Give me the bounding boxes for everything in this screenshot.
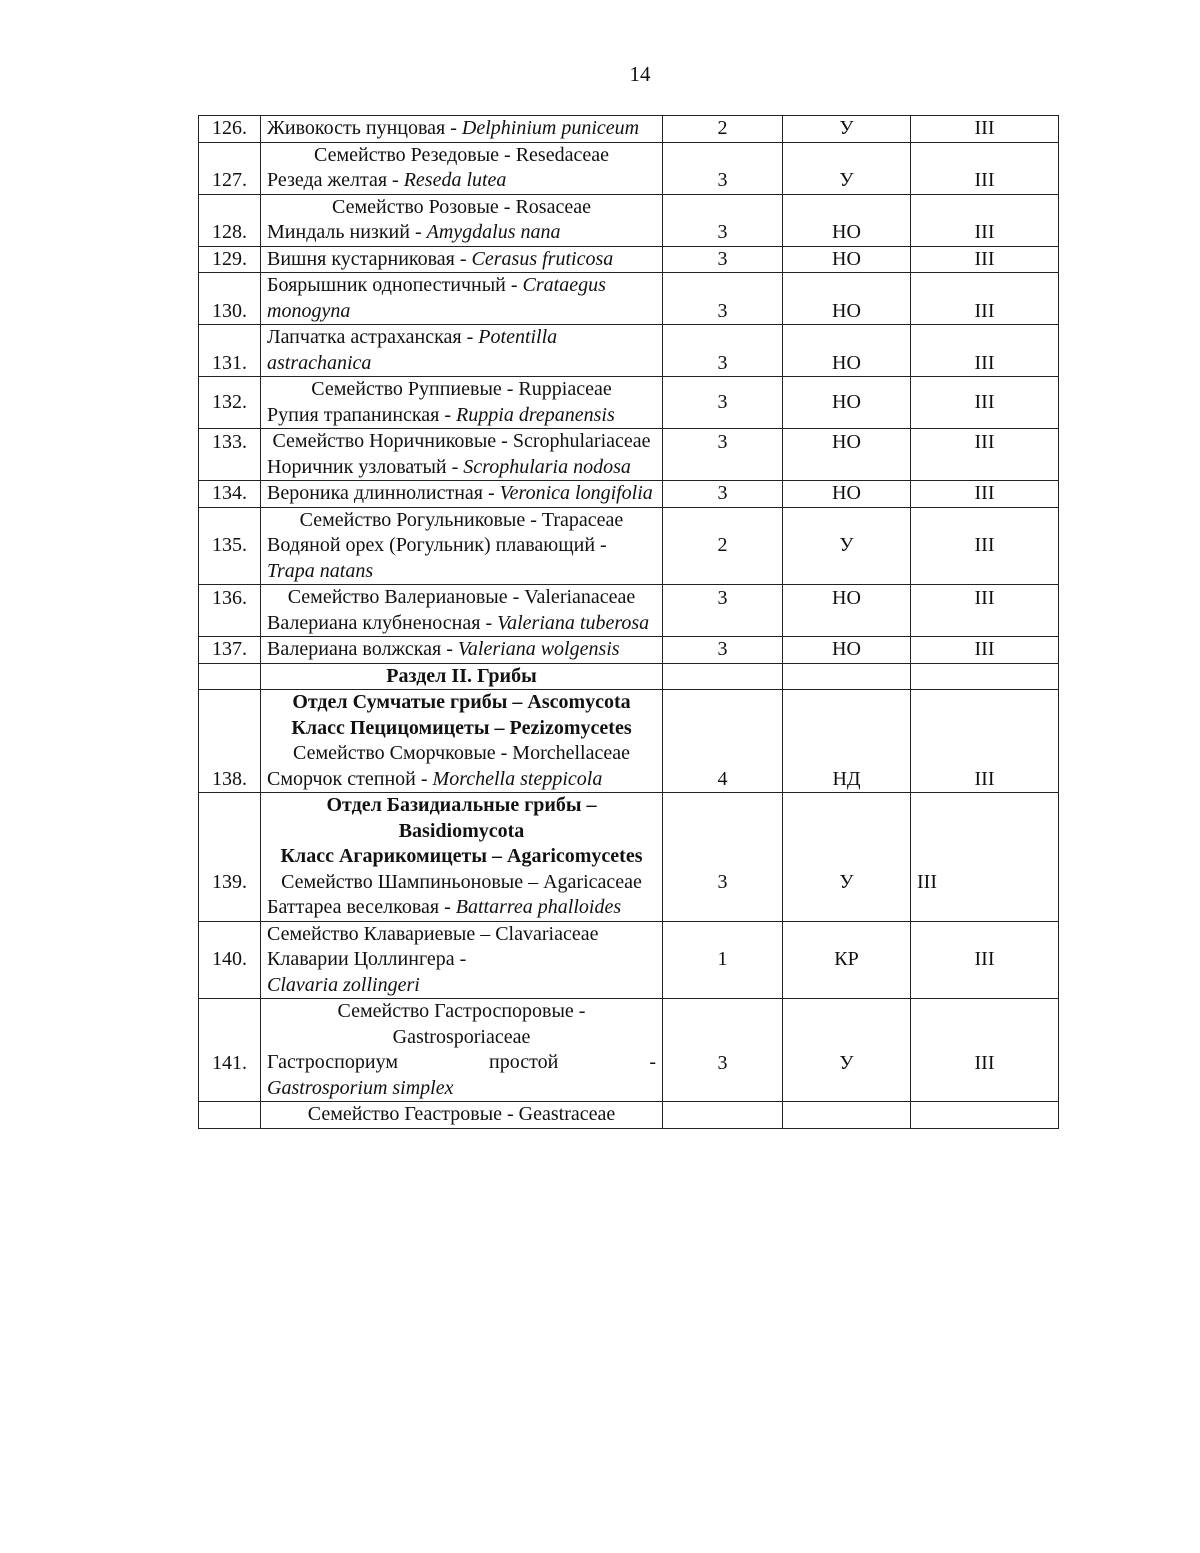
table-row — [199, 246, 1059, 273]
rarity-category: 3 — [663, 481, 783, 508]
species-cell — [261, 273, 663, 325]
species-cell — [261, 194, 663, 246]
section-heading-row — [199, 663, 1059, 690]
row-number: 137. — [199, 637, 261, 664]
species-russian-name: Водяной орех (Рогульник) плавающий - — [267, 534, 607, 556]
species-russian-name: Рупия трапанинская - — [267, 403, 457, 426]
species-russian-name: Гастроспориум простой - — [267, 1051, 656, 1073]
protection-group: III — [911, 585, 1059, 637]
empty-cell — [911, 663, 1059, 690]
table-row — [199, 585, 1059, 637]
family-heading: Семейство Норичниковые - Scrophulariaceae — [272, 430, 651, 452]
table-row — [199, 690, 1059, 793]
family-heading: Семейство Сморчковые - Morchellaceae — [293, 742, 630, 764]
species-russian-name: Валериана клубненосная - — [267, 611, 498, 634]
species-cell — [261, 793, 663, 922]
species-cell — [261, 325, 663, 377]
family-heading: Семейство Клавариевые – Clavariaceae — [267, 922, 599, 945]
division-heading: Отдел Сумчатые грибы – Ascomycota — [292, 691, 631, 713]
family-heading: Семейство Розовые - Rosaceae — [332, 195, 591, 218]
status-code: НД — [783, 690, 911, 793]
rarity-category: 1 — [663, 921, 783, 999]
empty-cell — [663, 663, 783, 690]
protection-group: III — [911, 377, 1059, 429]
table-row — [199, 637, 1059, 664]
rarity-category: 3 — [663, 246, 783, 273]
protection-group: III — [911, 246, 1059, 273]
status-code: НО — [783, 246, 911, 273]
row-number: 140. — [199, 921, 261, 999]
species-cell — [261, 507, 663, 585]
species-cell — [261, 1102, 663, 1129]
class-heading: Класс Пецицомицеты – Pezizomycetes — [291, 716, 632, 739]
page-number: 14 — [629, 62, 651, 86]
species-russian-name: Баттареа веселковая - — [267, 896, 456, 918]
status-code: НО — [783, 637, 911, 664]
row-number: 130. — [199, 273, 261, 325]
species-cell — [261, 637, 663, 664]
species-cell — [261, 585, 663, 637]
class-heading: Класс Агарикомицеты – Agaricomycetes — [280, 845, 643, 867]
species-latin-name: Trapa natans — [267, 559, 374, 582]
section-title: Раздел II. Грибы — [386, 664, 537, 687]
status-code: НО — [783, 273, 911, 325]
table-row — [199, 921, 1059, 999]
protection-group: III — [911, 637, 1059, 664]
table-row — [199, 142, 1059, 194]
table-row — [199, 377, 1059, 429]
row-number: 133. — [199, 429, 261, 481]
row-number: 136. — [199, 585, 261, 637]
row-number: 138. — [199, 690, 261, 793]
rarity-category: 2 — [663, 116, 783, 143]
protection-group: III — [911, 507, 1059, 585]
rarity-category: 3 — [663, 637, 783, 664]
protection-group: III — [911, 142, 1059, 194]
rarity-category: 3 — [663, 377, 783, 429]
rarity-category: 3 — [663, 793, 783, 922]
table-row — [199, 481, 1059, 508]
species-russian-name: Вишня кустарниковая - — [267, 247, 472, 270]
species-latin-name: Potentilla astrachanica — [267, 326, 558, 374]
species-latin-name: Morchella steppicola — [432, 767, 603, 790]
species-latin-name: Delphinium puniceum — [461, 117, 640, 139]
species-cell — [261, 142, 663, 194]
species-latin-name: Cerasus fruticosa — [471, 247, 614, 270]
table-row — [199, 1102, 1059, 1129]
species-russian-name: Норичник узловатый - — [267, 455, 464, 478]
protection-group: III — [911, 116, 1059, 143]
empty-cell — [663, 1102, 783, 1129]
rarity-category: 3 — [663, 194, 783, 246]
table-row — [199, 273, 1059, 325]
protection-group: III — [911, 273, 1059, 325]
species-cell — [261, 377, 663, 429]
rarity-category: 4 — [663, 690, 783, 793]
species-cell — [261, 690, 663, 793]
protection-group: III — [911, 481, 1059, 508]
family-heading: Семейство Валериановые - Valerianaceae — [287, 586, 636, 608]
species-latin-name: Scrophularia nodosa — [463, 455, 631, 478]
status-code: НО — [783, 585, 911, 637]
protection-group: III — [911, 194, 1059, 246]
species-russian-name: Вероника длиннолистная - — [267, 482, 500, 504]
rarity-category: 3 — [663, 429, 783, 481]
species-cell — [261, 999, 663, 1102]
species-russian-name: Сморчок степной - — [267, 767, 433, 790]
empty-cell — [911, 1102, 1059, 1129]
family-heading: Семейство Руппиевые - Ruppiaceae — [311, 378, 612, 400]
rarity-category: 3 — [663, 273, 783, 325]
empty-cell — [783, 663, 911, 690]
status-code: НО — [783, 194, 911, 246]
table-row — [199, 116, 1059, 143]
species-latin-name: Clavaria zollingeri — [267, 973, 420, 996]
row-number: 129. — [199, 246, 261, 273]
species-cell — [261, 921, 663, 999]
species-russian-name: Клаварии Цоллингера - — [267, 948, 467, 970]
species-cell — [261, 116, 663, 143]
species-latin-name: Battarrea phalloides — [455, 896, 622, 918]
rarity-category: 2 — [663, 507, 783, 585]
rarity-category: 3 — [663, 585, 783, 637]
species-latin-name: Veronica longifolia — [499, 482, 653, 504]
status-code: НО — [783, 429, 911, 481]
status-code: У — [783, 142, 911, 194]
species-latin-name: Valeriana wolgensis — [457, 638, 620, 660]
table-row — [199, 999, 1059, 1102]
section-cell — [261, 663, 663, 690]
status-code: НО — [783, 481, 911, 508]
rarity-category: 3 — [663, 999, 783, 1102]
species-russian-name: Резеда желтая - — [267, 169, 404, 191]
row-number: 131. — [199, 325, 261, 377]
protection-group: III — [911, 325, 1059, 377]
species-latin-name: Amygdalus nana — [426, 221, 561, 243]
species-latin-name: Valeriana tuberosa — [497, 611, 650, 634]
species-latin-name: Gastrosporium simplex — [267, 1076, 454, 1099]
table-row — [199, 793, 1059, 922]
table-row — [199, 194, 1059, 246]
division-heading: Отдел Базидиальные грибы – Basidiomycota — [326, 794, 597, 842]
species-cell — [261, 246, 663, 273]
protection-group: III — [911, 429, 1059, 481]
protection-group: III — [911, 921, 1059, 999]
row-number: 134. — [199, 481, 261, 508]
rarity-category: 3 — [663, 142, 783, 194]
family-heading: Семейство Резедовые - Resedaceae — [314, 143, 609, 166]
protection-group: III — [911, 793, 1059, 922]
empty-cell — [199, 663, 261, 690]
status-code: У — [783, 116, 911, 143]
species-latin-name: Reseda lutea — [403, 169, 507, 191]
family-heading: Семейство Рогульниковые - Trapaceae — [299, 508, 624, 531]
family-heading: Семейство Геастровые - Geastraceae — [307, 1103, 616, 1125]
species-russian-name: Миндаль низкий - — [267, 221, 427, 243]
table-row — [199, 325, 1059, 377]
family-heading: Семейство Гастроспоровые - Gastrosporiaceae — [337, 1000, 586, 1048]
species-latin-name: Crataegus monogyna — [267, 274, 606, 322]
family-heading: Семейство Шампиньоновые – Agaricaceae — [281, 870, 642, 893]
row-number: 126. — [199, 116, 261, 143]
row-number: 128. — [199, 194, 261, 246]
status-code: КР — [783, 921, 911, 999]
protection-group: III — [911, 690, 1059, 793]
empty-cell — [783, 1102, 911, 1129]
rarity-category: 3 — [663, 325, 783, 377]
red-book-species-table — [198, 115, 1059, 1129]
species-latin-name: Ruppia drepanensis — [456, 403, 615, 426]
status-code: НО — [783, 377, 911, 429]
species-russian-name: Живокость пунцовая - — [267, 117, 462, 139]
row-number: 141. — [199, 999, 261, 1102]
species-russian-name: Боярышник однопестичный - — [267, 274, 523, 296]
species-cell — [261, 429, 663, 481]
protection-group: III — [911, 999, 1059, 1102]
species-cell — [261, 481, 663, 508]
status-code: НО — [783, 325, 911, 377]
row-number: 139. — [199, 793, 261, 922]
row-number: 135. — [199, 507, 261, 585]
empty-cell — [199, 1102, 261, 1129]
row-number: 127. — [199, 142, 261, 194]
species-russian-name: Валериана волжская - — [267, 638, 458, 660]
species-russian-name: Лапчатка астраханская - — [267, 326, 479, 348]
status-code: У — [783, 999, 911, 1102]
row-number: 132. — [199, 377, 261, 429]
table-row — [199, 507, 1059, 585]
table-row — [199, 429, 1059, 481]
status-code: У — [783, 507, 911, 585]
status-code: У — [783, 793, 911, 922]
